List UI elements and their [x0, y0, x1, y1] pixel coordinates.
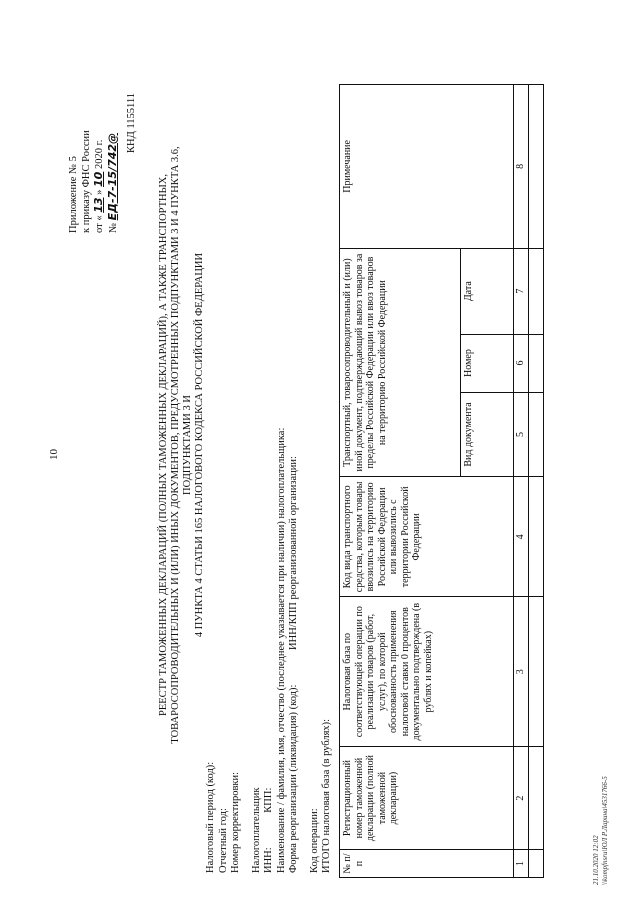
header-col-4: Код вида транспортного средства, которым товары ввозились на территорию Российской Федерации или вывозились с территории Российской Федерации: [340, 477, 514, 597]
column-number: 8: [514, 85, 529, 249]
tax-period-label: Налоговый период (код):: [205, 761, 216, 873]
document-title: [158, 135, 206, 755]
table-cell: [529, 597, 544, 747]
column-number: 5: [514, 392, 529, 477]
inn-label: ИНН:: [263, 847, 274, 873]
table-cell: [529, 747, 544, 850]
table-cell: [529, 248, 544, 334]
appendix-date-day: 13: [92, 197, 105, 213]
inn-kpp-row: [263, 428, 276, 873]
column-number: 6: [514, 334, 529, 392]
appendix-line-1: Приложение № 5: [68, 156, 79, 233]
appendix-date-year: 2020 г.: [94, 139, 105, 170]
title-line-3: 4 ПУНКТА 4 СТАТЬИ 165 НАЛОГОВОГО КОДЕКСА РОССИЙСКОЙ ФЕДЕРАЦИИ: [194, 252, 205, 638]
appendix-date-mid: »: [94, 189, 105, 195]
appendix-line-2: к приказу ФНС России: [80, 130, 92, 233]
column-number: 1: [514, 850, 529, 878]
column-number: 7: [514, 248, 529, 334]
column-number: 3: [514, 597, 529, 747]
table-cell: [529, 477, 544, 597]
appendix-date-month: 10: [92, 171, 105, 187]
appendix-block: [68, 130, 120, 233]
header-col-5: Вид документа: [461, 392, 514, 477]
table-cell: [529, 334, 544, 392]
taxpayer-name-label: Наименование / фамилия, имя, отчество (последнее указывается при наличии) налогоплательщика:: [275, 427, 287, 873]
appendix-order-number: ЕД-7-15/742@: [105, 132, 119, 221]
column-number: 4: [514, 477, 529, 597]
taxpayer-label: Налогоплательщик: [250, 787, 262, 873]
title-line-2: ТОВАРОСОПРОВОДИТЕЛЬНЫХ И (ИЛИ) ИНЫХ ДОКУМЕНТОВ, ПРЕДУСМОТРЕННЫХ ПОДПУНКТАМИ 3 И 4 ПУНКТА 3.6, ПОДПУНКТАМИ 3 И: [170, 146, 193, 744]
appendix-date: [93, 130, 107, 233]
header-col-1: № п/п: [340, 850, 514, 878]
kpp-label: КПП:: [263, 787, 274, 813]
header-col-5-group: Транспортный, товаросопроводительный и (или) иной документ, подтверждающий вывоз товаров за пределы Российской Федерации или ввоз товаров на территорию Российской Федерации: [340, 248, 461, 477]
table-cell: [529, 392, 544, 477]
reorg-row: [288, 428, 301, 873]
report-year-label: Отчетный год:: [217, 808, 229, 873]
column-number: 2: [514, 747, 529, 850]
table-cell: [529, 850, 544, 878]
column-number-row: [514, 85, 529, 878]
header-col-7: Дата: [461, 248, 514, 334]
title-line-1: РЕЕСТР ТАМОЖЕННЫХ ДЕКЛАРАЦИЙ (ПОЛНЫХ ТАМОЖЕННЫХ ДЕКЛАРАЦИЙ), А ТАКЖЕ ТРАНСПОРТНЫХ,: [158, 173, 169, 717]
appendix-order: [107, 130, 121, 233]
reorg-inn-label: ИНН/КПП реорганизованной организации:: [288, 456, 299, 650]
page-number: 10: [48, 449, 60, 460]
header-col-6: Номер: [461, 334, 514, 392]
print-stamp-path: \\kompfnsru\ЮЛ Р.Ларина\4531766-5: [601, 776, 609, 885]
operation-code-label: Код операции:: [308, 808, 320, 873]
correction-number-label: Номер корректировки:: [230, 771, 241, 873]
print-stamp-date: 21.10.2020 12:02: [592, 835, 600, 885]
reorg-form-label: Форма реорганизации (ликвидация) (код):: [288, 684, 299, 873]
appendix-date-prefix: от «: [94, 215, 105, 233]
table-header-row-1: [340, 85, 461, 878]
total-base-label: ИТОГО налоговая база (в рублях):: [321, 718, 332, 873]
taxpayer-info: [205, 428, 334, 873]
knd-code: КНД 1155111: [126, 93, 137, 153]
table-cell: [529, 85, 544, 249]
header-col-8: Примечание: [340, 85, 514, 249]
print-stamp: [592, 776, 610, 885]
header-col-3: Налоговая база по соответствующей операции по реализации товаров (работ, услуг), по которой обоснованность применения налоговой ставки 0 процентов документально подтверждена (в рублях и копейках): [340, 597, 514, 747]
register-table: [339, 84, 544, 878]
header-col-2: Регистрационный номер таможенной декларации (полной таможенной декларации): [340, 747, 514, 850]
table-data-row: [529, 85, 544, 878]
appendix-order-prefix: №: [107, 222, 119, 233]
